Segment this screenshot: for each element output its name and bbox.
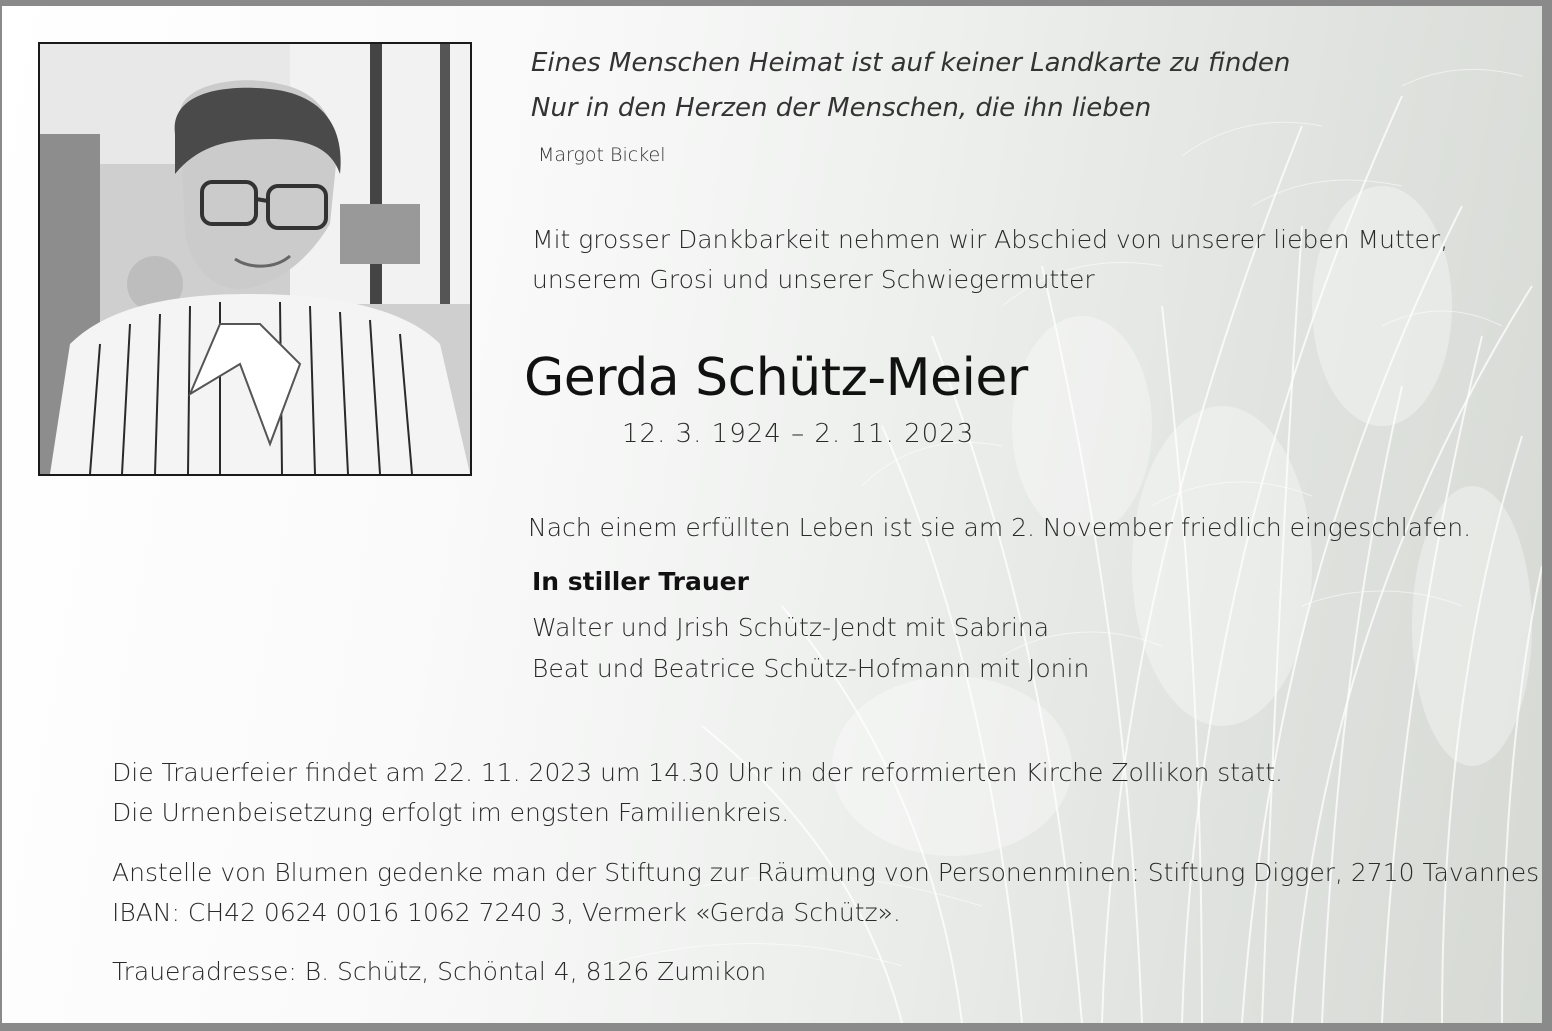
mourning-address: Traueradresse: B. Schütz, Schöntal 4, 8126 Zumikon <box>112 957 767 986</box>
service-line-2: Die Urnenbeisetzung erfolgt im engsten Familienkreis. <box>112 798 790 827</box>
portrait-photo-icon <box>40 44 470 474</box>
mourners-heading: In stiller Trauer <box>532 567 749 596</box>
donation-line-2: IBAN: CH42 0624 0016 1062 7240 3, Vermerk «Gerda Schütz». <box>112 898 901 927</box>
life-dates: 12. 3. 1924 – 2. 11. 2023 <box>622 419 975 449</box>
quote-author: Margot Bickel <box>538 144 666 166</box>
quote-line-1: Eines Menschen Heimat ist auf keiner Landkarte zu finden <box>531 48 1291 78</box>
service-line-1: Die Trauerfeier findet am 22. 11. 2023 um 14.30 Uhr in der reformierten Kirche Zollikon statt. <box>112 758 1283 787</box>
intro-line-1: Mit grosser Dankbarkeit nehmen wir Abschied von unserer lieben Mutter, <box>532 225 1449 254</box>
obituary-page <box>2 6 1542 1023</box>
donation-line-1: Anstelle von Blumen gedenke man der Stiftung zur Räumung von Personenminen: Stiftung Digger, 2710 Tavannes <box>112 858 1540 887</box>
quote-line-2: Nur in den Herzen der Menschen, die ihn lieben <box>531 93 1152 123</box>
mourners-line-1: Walter und Jrish Schütz-Jendt mit Sabrina <box>532 613 1050 642</box>
deceased-name: Gerda Schütz-Meier <box>524 348 1028 408</box>
mourners-line-2: Beat und Beatrice Schütz-Hofmann mit Jonin <box>532 654 1090 683</box>
passing-text: Nach einem erfüllten Leben ist sie am 2. November friedlich eingeschlafen. <box>528 513 1472 542</box>
portrait-photo <box>38 42 472 476</box>
intro-line-2: unserem Grosi und unserer Schwiegermutter <box>532 265 1095 294</box>
